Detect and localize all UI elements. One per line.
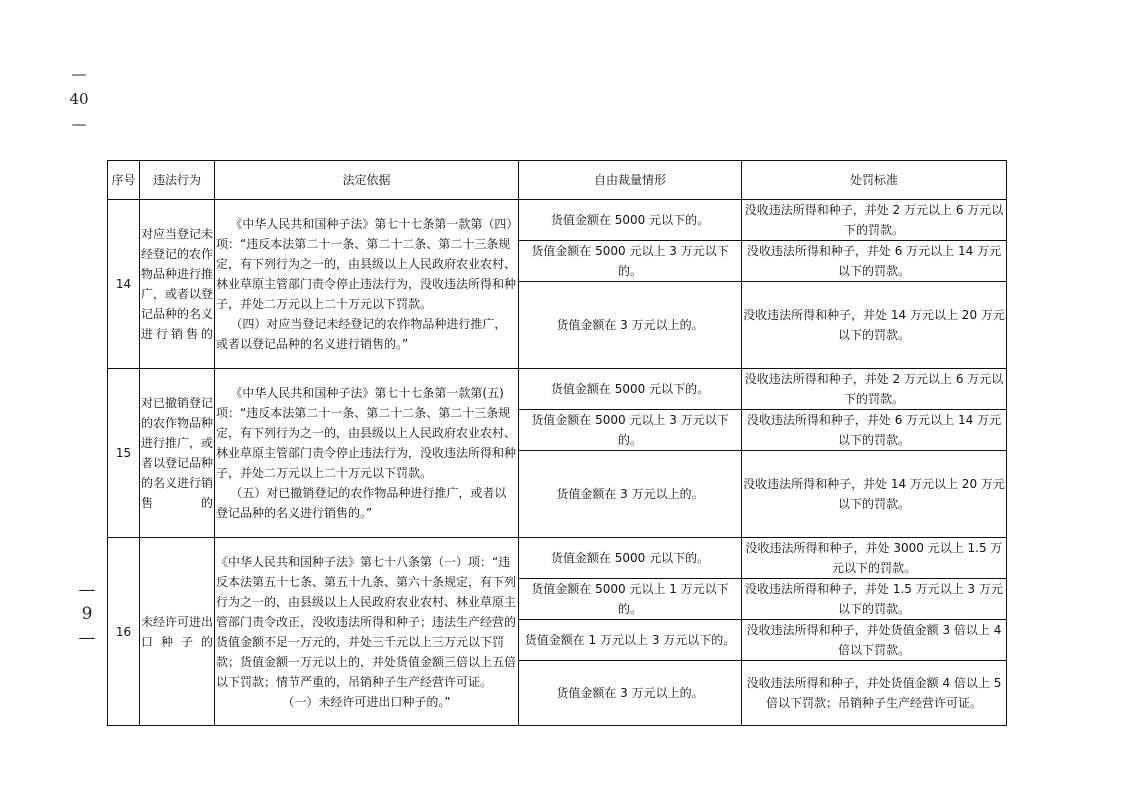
legal-basis-text: （四）对应当登记未经登记的农作物品种进行推广，或者以登记品种的名义进行销售的。” (216, 317, 507, 351)
penalty-standard: 没收违法所得和种子，并处货值金额 4 倍以上 5 倍以下罚款；吊销种子生产经营许可证。 (742, 661, 1007, 726)
table-header-row (108, 161, 1007, 200)
violation-behavior: 对已撤销登记的农作物品种进行推广，或者以登记品种的名义进行销售的 (140, 369, 215, 538)
discretion-tier: 货值金额在 5000 元以上 3 万元以下的。 (519, 410, 742, 451)
legal-basis-text: 《中华人民共和国种子法》第七十八条第（一）项：“违反本法第五十七条、第五十九条、第六十条规定，有下列行为之一的，由县级以上人民政府农业农村、林业草原主管部门责令改正，没收违法所得和种子；违法生产经营的货值金额不足一万元的，并处三千元以上三万元以下罚款；货值金额一万元以上的，并处货值金额三倍以上五倍以下罚款；情节严重的，吊销种子生产经营许可证。 (216, 554, 517, 689)
discretion-tier: 货值金额在 1 万元以上 3 万元以下的。 (519, 620, 742, 661)
penalty-standard: 没收违法所得和种子，并处 14 万元以上 20 万元以下的罚款。 (742, 282, 1007, 369)
page-number-top-dash: — (71, 115, 87, 133)
header-behavior: 违法行为 (140, 161, 215, 200)
header-no: 序号 (108, 161, 140, 200)
header-basis: 法定依据 (215, 161, 519, 200)
legal-basis-text: 《中华人民共和国种子法》第七十七条第一款第（四）项：“违反本法第二十一条、第二十二条、第二十三条规定，有下列行为之一的，由县级以上人民政府农业农村、林业草原主管部门责令停止违法行为，没收违法所得和种子，并处二万元以上二十万元以下罚款。 (216, 217, 517, 311)
legal-basis-text: （五）对已撤销登记的农作物品种进行推广，或者以登记品种的名义进行销售的。” (216, 486, 507, 520)
header-discretion: 自由裁量情形 (519, 161, 742, 200)
page-number-bottom-dash: — (78, 580, 96, 600)
legal-basis (215, 200, 519, 369)
page-number-bottom-dash: — (78, 628, 96, 648)
row-number: 14 (108, 200, 140, 369)
page-number-top (68, 62, 90, 137)
discretion-tier: 货值金额在 3 万元以上的。 (519, 282, 742, 369)
legal-basis-text: （一）未经许可进出口种子的。” (282, 694, 451, 709)
page-number-top-dash: — (71, 65, 87, 83)
page-number-bottom (76, 578, 98, 650)
table-row (108, 538, 1007, 579)
penalty-standard: 没收违法所得和种子，并处 1.5 万元以上 3 万元以下的罚款。 (742, 579, 1007, 620)
violation-behavior: 对应当登记未经登记的农作物品种进行推广，或者以登记品种的名义进行销售的 (140, 200, 215, 369)
discretion-tier: 货值金额在 5000 元以下的。 (519, 200, 742, 241)
penalty-standard: 没收违法所得和种子，并处 2 万元以上 6 万元以下的罚款。 (742, 200, 1007, 241)
discretion-tier: 货值金额在 5000 元以下的。 (519, 369, 742, 410)
violation-behavior: 未经许可进出口种子的 (140, 538, 215, 726)
legal-basis (215, 538, 519, 726)
penalty-standard: 没收违法所得和种子，并处 14 万元以上 20 万元以下的罚款。 (742, 451, 1007, 538)
legal-basis-text: 《中华人民共和国种子法》第七十七条第一款第(五)项：“违反本法第二十一条、第二十二条、第二十三条规定，有下列行为之一的，由县级以上人民政府农业农村、林业草原主管部门责令停止违法行为，没收违法所得和种子，并处二万元以上二十万元以下罚款。 (216, 386, 517, 480)
table-row (108, 369, 1007, 410)
row-number: 15 (108, 369, 140, 538)
penalty-standard: 没收违法所得和种子，并处货值金额 3 倍以上 4 倍以下罚款。 (742, 620, 1007, 661)
penalty-standard: 没收违法所得和种子，并处 6 万元以上 14 万元以下的罚款。 (742, 410, 1007, 451)
discretion-tier: 货值金额在 3 万元以上的。 (519, 451, 742, 538)
penalty-standard: 没收违法所得和种子，并处 6 万元以上 14 万元以下的罚款。 (742, 241, 1007, 282)
legal-basis (215, 369, 519, 538)
discretion-tier: 货值金额在 5000 元以上 3 万元以下的。 (519, 241, 742, 282)
table-row (108, 200, 1007, 241)
page-number-bottom-value: 9 (81, 604, 93, 624)
discretion-tier: 货值金额在 3 万元以上的。 (519, 661, 742, 726)
header-penalty: 处罚标准 (742, 161, 1007, 200)
penalty-standard: 没收违法所得和种子，并处 3000 元以上 1.5 万元以下的罚款。 (742, 538, 1007, 579)
discretion-tier: 货值金额在 5000 元以下的。 (519, 538, 742, 579)
penalty-discretion-table (107, 160, 1007, 726)
row-number: 16 (108, 538, 140, 726)
penalty-standard: 没收违法所得和种子，并处 2 万元以上 6 万元以下的罚款。 (742, 369, 1007, 410)
discretion-tier: 货值金额在 5000 元以上 1 万元以下的。 (519, 579, 742, 620)
page-number-top-value: 40 (69, 90, 89, 108)
